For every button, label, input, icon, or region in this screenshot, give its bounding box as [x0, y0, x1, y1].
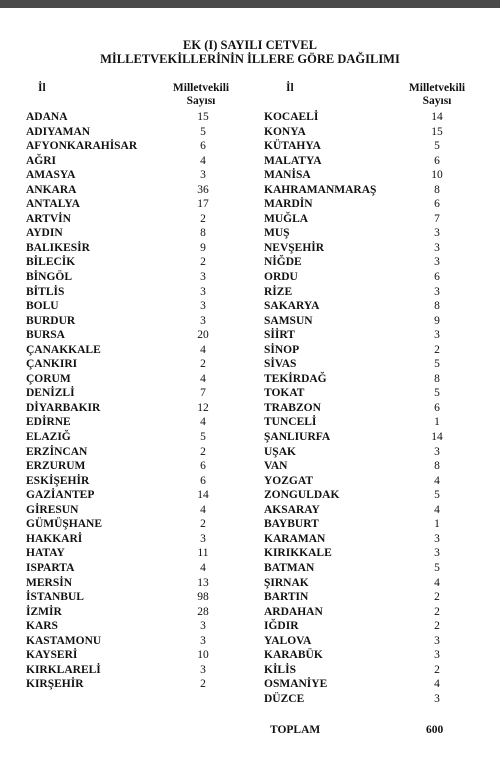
- province-name: DİYARBAKIR: [26, 401, 101, 414]
- deputy-count: 1: [434, 518, 440, 531]
- deputy-count: 4: [200, 372, 206, 385]
- table-row: [264, 619, 450, 634]
- deputy-count: 4: [434, 474, 440, 487]
- deputy-count: 3: [434, 532, 440, 545]
- deputy-count: 4: [200, 503, 206, 516]
- province-name: BOLU: [26, 300, 59, 313]
- deputy-count: 8: [434, 183, 440, 196]
- province-name: ARTVİN: [26, 212, 71, 225]
- table-row: [26, 343, 216, 358]
- province-name: KIRIKKALE: [264, 547, 332, 560]
- table-row: [264, 110, 450, 125]
- province-name: RİZE: [264, 285, 293, 298]
- table-row: [264, 561, 450, 576]
- total-value: 600: [426, 724, 444, 736]
- table-row: [264, 255, 450, 270]
- deputy-count: 4: [200, 561, 206, 574]
- province-name: ŞIRNAK: [264, 576, 309, 589]
- province-name: GÜMÜŞHANE: [26, 518, 103, 531]
- deputy-count: 3: [434, 227, 440, 240]
- table-row: [26, 372, 216, 387]
- table-row: [264, 343, 450, 358]
- province-name: KIRKLARELİ: [26, 663, 101, 676]
- column-header-sayi-line2: Sayısı: [422, 95, 452, 107]
- province-name: SAMSUN: [264, 314, 313, 327]
- province-name: EDİRNE: [26, 416, 71, 429]
- deputy-count: 2: [200, 256, 206, 269]
- table-row: [264, 401, 450, 416]
- table-row: [264, 445, 450, 460]
- province-name: MERSİN: [26, 576, 73, 589]
- column-header-il-left: İl: [38, 82, 46, 94]
- province-name: KÜTAHYA: [264, 140, 321, 153]
- table-row: [26, 110, 216, 125]
- table-row: [264, 212, 450, 227]
- table-row: [264, 459, 450, 474]
- table-row: [26, 503, 216, 518]
- table-row: [264, 328, 450, 343]
- table-row: [264, 197, 450, 212]
- deputy-count: 3: [434, 547, 440, 560]
- table-row: [26, 226, 216, 241]
- deputy-count: 3: [434, 329, 440, 342]
- table-row: [264, 168, 450, 183]
- deputy-count: 15: [431, 125, 443, 138]
- province-name: BALIKESİR: [26, 241, 90, 254]
- table-row: [26, 357, 216, 372]
- deputy-count: 9: [434, 314, 440, 327]
- deputy-count: 6: [434, 154, 440, 167]
- province-name: UŞAK: [264, 445, 296, 458]
- province-name: KIRŞEHİR: [26, 678, 84, 691]
- deputy-count: 2: [434, 663, 440, 676]
- table-row: [26, 474, 216, 489]
- province-name: BİTLİS: [26, 285, 65, 298]
- province-name: BARTIN: [264, 591, 309, 604]
- deputy-count: 5: [434, 561, 440, 574]
- deputy-count: 5: [434, 358, 440, 371]
- province-name: KASTAMONU: [26, 634, 102, 647]
- table-row: [264, 357, 450, 372]
- province-name: MANİSA: [264, 169, 311, 182]
- table-row: [264, 576, 450, 591]
- table-row: [26, 576, 216, 591]
- province-name: HATAY: [26, 547, 65, 560]
- province-name: AYDIN: [26, 227, 63, 240]
- left-province-list: [26, 110, 216, 692]
- table-row: [26, 125, 216, 140]
- table-row: [26, 663, 216, 678]
- province-name: GAZİANTEP: [26, 489, 95, 502]
- table-row: [26, 415, 216, 430]
- deputy-count: 2: [434, 343, 440, 356]
- province-name: KARS: [26, 620, 58, 633]
- province-name: OSMANİYE: [264, 678, 328, 691]
- table-row: [264, 503, 450, 518]
- table-row: [264, 139, 450, 154]
- province-name: ZONGULDAK: [264, 489, 340, 502]
- table-row: [26, 546, 216, 561]
- table-row: [264, 488, 450, 503]
- province-name: SİİRT: [264, 329, 295, 342]
- province-name: TEKİRDAĞ: [264, 372, 327, 385]
- deputy-count: 2: [434, 620, 440, 633]
- table-row: [264, 386, 450, 401]
- province-name: ERZURUM: [26, 460, 86, 473]
- table-row: [26, 677, 216, 692]
- province-name: SİNOP: [264, 343, 300, 356]
- table-row: [26, 314, 216, 329]
- deputy-count: 98: [197, 591, 209, 604]
- deputy-count: 4: [200, 154, 206, 167]
- table-row: [26, 430, 216, 445]
- deputy-count: 3: [434, 692, 440, 705]
- table-row: [26, 590, 216, 605]
- table-row: [264, 183, 450, 198]
- table-row: [26, 634, 216, 649]
- deputy-count: 3: [434, 649, 440, 662]
- table-row: [26, 285, 216, 300]
- deputy-count: 3: [200, 634, 206, 647]
- column-header-sayi-left: [166, 82, 236, 108]
- deputy-count: 2: [200, 358, 206, 371]
- table-row: [264, 314, 450, 329]
- deputy-count: 36: [197, 183, 209, 196]
- deputy-count: 8: [434, 460, 440, 473]
- table-row: [26, 212, 216, 227]
- province-name: KOCAELİ: [264, 111, 319, 123]
- province-name: AĞRI: [26, 154, 57, 167]
- province-name: YALOVA: [264, 634, 312, 647]
- table-row: [26, 299, 216, 314]
- deputy-count: 6: [200, 460, 206, 473]
- deputy-count: 8: [434, 300, 440, 313]
- deputy-count: 11: [197, 547, 209, 560]
- province-name: HAKKARİ: [26, 532, 83, 545]
- deputy-count: 4: [434, 503, 440, 516]
- province-name: KİLİS: [264, 663, 296, 676]
- province-name: KONYA: [264, 125, 306, 138]
- province-name: AKSARAY: [264, 503, 320, 516]
- deputy-count: 3: [200, 532, 206, 545]
- deputy-count: 7: [200, 387, 206, 400]
- table-row: [264, 299, 450, 314]
- deputy-count: 4: [200, 343, 206, 356]
- table-row: [26, 197, 216, 212]
- table-row: [26, 139, 216, 154]
- province-name: NİĞDE: [264, 256, 302, 269]
- table-row: [26, 386, 216, 401]
- province-name: ERZİNCAN: [26, 445, 88, 458]
- province-name: GİRESUN: [26, 503, 79, 516]
- deputy-count: 2: [200, 678, 206, 691]
- table-row: [26, 488, 216, 503]
- deputy-count: 8: [434, 372, 440, 385]
- province-name: BURSA: [26, 329, 65, 342]
- province-name: BİLECİK: [26, 256, 76, 269]
- deputy-count: 2: [200, 445, 206, 458]
- table-row: [264, 546, 450, 561]
- deputy-count: 5: [200, 431, 206, 444]
- table-row: [264, 270, 450, 285]
- deputy-count: 4: [200, 416, 206, 429]
- table-row: [264, 125, 450, 140]
- column-header-sayi-line1: Milletvekili: [172, 82, 230, 94]
- province-name: TRABZON: [264, 401, 321, 414]
- deputy-count: 6: [200, 140, 206, 153]
- deputy-count: 15: [197, 111, 209, 123]
- province-name: MALATYA: [264, 154, 322, 167]
- deputy-count: 4: [434, 576, 440, 589]
- deputy-count: 2: [434, 605, 440, 618]
- table-row: [26, 270, 216, 285]
- deputy-count: 10: [431, 169, 443, 182]
- table-row: [264, 605, 450, 620]
- deputy-count: 2: [434, 591, 440, 604]
- province-name: BATMAN: [264, 561, 315, 574]
- deputy-count: 17: [197, 198, 209, 211]
- table-row: [264, 154, 450, 169]
- province-name: ADIYAMAN: [26, 125, 91, 138]
- table-row: [26, 532, 216, 547]
- table-row: [26, 517, 216, 532]
- deputy-count: 3: [434, 445, 440, 458]
- province-name: ÇORUM: [26, 372, 71, 385]
- deputy-count: 5: [434, 387, 440, 400]
- province-name: ANTALYA: [26, 198, 80, 211]
- table-row: [264, 532, 450, 547]
- province-name: ADANA: [26, 111, 68, 123]
- province-name: MARDİN: [264, 198, 313, 211]
- deputy-count: 7: [434, 212, 440, 225]
- province-name: KAHRAMANMARAŞ: [264, 183, 377, 196]
- document-title: EK (I) SAYILI CETVEL: [183, 38, 317, 52]
- deputy-count: 20: [197, 329, 209, 342]
- table-row: [26, 183, 216, 198]
- deputy-count: 3: [200, 169, 206, 182]
- table-row: [264, 430, 450, 445]
- province-name: MUŞ: [264, 227, 290, 240]
- province-name: AFYONKARAHİSAR: [26, 140, 138, 153]
- province-name: SİVAS: [264, 358, 297, 371]
- province-name: ISPARTA: [26, 561, 75, 574]
- deputy-count: 12: [197, 401, 209, 414]
- deputy-count: 3: [434, 256, 440, 269]
- table-row: [264, 285, 450, 300]
- table-row: [264, 517, 450, 532]
- deputy-count: 14: [431, 431, 443, 444]
- province-name: KARABÜK: [264, 649, 323, 662]
- deputy-count: 8: [200, 227, 206, 240]
- table-row: [264, 415, 450, 430]
- deputy-count: 3: [200, 271, 206, 284]
- top-bar: [0, 0, 500, 8]
- province-name: IĞDIR: [264, 620, 299, 633]
- document-subtitle: MİLLETVEKİLLERİNİN İLLERE GÖRE DAĞILIMI: [100, 52, 400, 66]
- province-name: YOZGAT: [264, 474, 313, 487]
- province-name: KARAMAN: [264, 532, 326, 545]
- deputy-count: 3: [434, 285, 440, 298]
- province-name: ARDAHAN: [264, 605, 323, 618]
- table-row: [26, 154, 216, 169]
- table-row: [26, 401, 216, 416]
- province-name: TUNCELİ: [264, 416, 317, 429]
- deputy-count: 2: [200, 212, 206, 225]
- table-row: [26, 241, 216, 256]
- province-name: TOKAT: [264, 387, 305, 400]
- province-name: NEVŞEHİR: [264, 241, 325, 254]
- deputy-count: 3: [434, 634, 440, 647]
- province-name: BURDUR: [26, 314, 76, 327]
- column-header-sayi-right: [402, 82, 472, 108]
- province-name: ORDU: [264, 271, 298, 284]
- right-province-list: [264, 110, 450, 706]
- deputy-count: 3: [200, 300, 206, 313]
- table-row: [264, 474, 450, 489]
- table-row: [26, 648, 216, 663]
- province-name: MUĞLA: [264, 212, 309, 225]
- deputy-count: 2: [200, 518, 206, 531]
- deputy-count: 1: [434, 416, 440, 429]
- column-header-sayi-line1: Milletvekili: [408, 82, 466, 94]
- deputy-count: 5: [200, 125, 206, 138]
- deputy-count: 6: [434, 198, 440, 211]
- column-header-sayi-line2: Sayısı: [186, 95, 216, 107]
- province-name: ESKİŞEHİR: [26, 474, 90, 487]
- province-name: SAKARYA: [264, 300, 320, 313]
- province-name: VAN: [264, 460, 288, 473]
- deputy-count: 14: [197, 489, 209, 502]
- province-name: DÜZCE: [264, 692, 305, 705]
- province-name: ELAZIĞ: [26, 431, 71, 444]
- province-name: ÇANKIRI: [26, 358, 78, 371]
- province-name: KAYSERİ: [26, 649, 78, 662]
- deputy-count: 6: [434, 271, 440, 284]
- table-row: [264, 677, 450, 692]
- deputy-count: 5: [434, 140, 440, 153]
- table-row: [264, 692, 450, 707]
- table-row: [26, 619, 216, 634]
- province-name: ÇANAKKALE: [26, 343, 101, 356]
- deputy-count: 3: [200, 314, 206, 327]
- table-row: [264, 226, 450, 241]
- table-row: [26, 328, 216, 343]
- province-name: BAYBURT: [264, 518, 319, 531]
- deputy-count: 10: [197, 649, 209, 662]
- table-row: [264, 590, 450, 605]
- province-name: ŞANLIURFA: [264, 431, 331, 444]
- deputy-count: 13: [197, 576, 209, 589]
- province-name: DENİZLİ: [26, 387, 75, 400]
- deputy-count: 3: [200, 663, 206, 676]
- table-row: [26, 459, 216, 474]
- table-row: [264, 241, 450, 256]
- deputy-count: 3: [200, 285, 206, 298]
- deputy-count: 4: [434, 678, 440, 691]
- table-row: [26, 445, 216, 460]
- column-header-il-right: İl: [286, 82, 294, 94]
- province-name: BİNGÖL: [26, 271, 73, 284]
- deputy-count: 28: [197, 605, 209, 618]
- deputy-count: 9: [200, 241, 206, 254]
- province-name: ANKARA: [26, 183, 77, 196]
- province-name: İZMİR: [26, 605, 62, 618]
- table-row: [264, 663, 450, 678]
- deputy-count: 6: [200, 474, 206, 487]
- deputy-count: 6: [434, 401, 440, 414]
- table-row: [26, 168, 216, 183]
- deputy-count: 14: [431, 111, 443, 123]
- table-row: [26, 255, 216, 270]
- table-row: [264, 634, 450, 649]
- table-row: [26, 561, 216, 576]
- deputy-count: 3: [200, 620, 206, 633]
- province-name: İSTANBUL: [26, 591, 84, 604]
- table-row: [26, 605, 216, 620]
- deputy-count: 3: [434, 241, 440, 254]
- table-row: [264, 648, 450, 663]
- table-row: [264, 372, 450, 387]
- province-name: AMASYA: [26, 169, 76, 182]
- total-label: TOPLAM: [270, 724, 321, 736]
- deputy-count: 5: [434, 489, 440, 502]
